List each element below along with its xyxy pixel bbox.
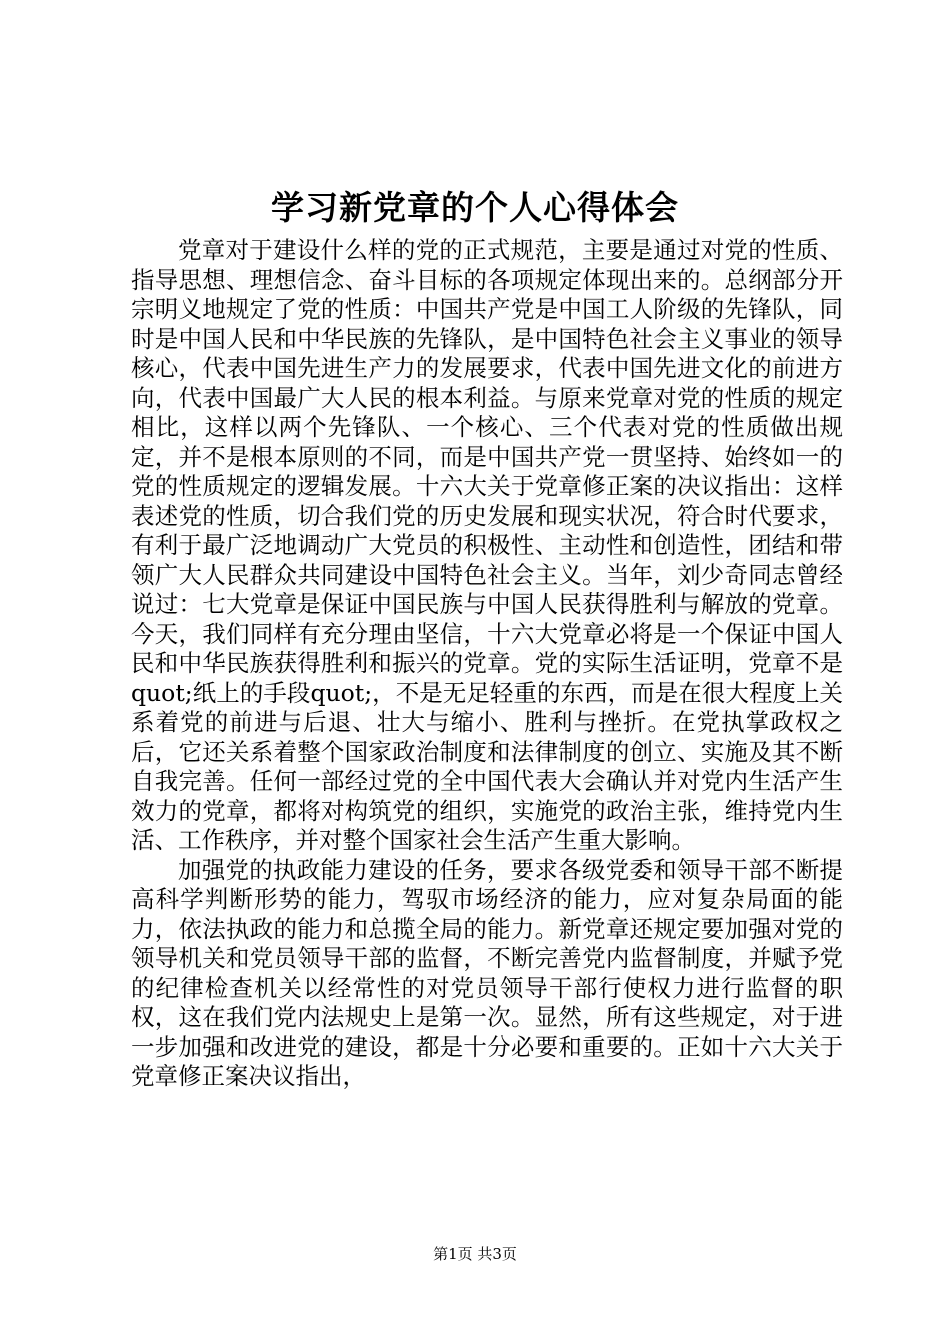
document-title: 学习新党章的个人心得体会 (271, 188, 679, 227)
page-number-footer: 第1页 共3页 (433, 1245, 517, 1263)
paragraph-2: 加强党的执政能力建设的任务，要求各级党委和领导干部不断提高科学判断形势的能力，驾驭市场经济的能力，应对复杂局面的能力，依法执政的能力和总揽全局的能力。新党章还规定要加强对党的领导机关和党员领导干部的监督，不断完善党内监督制度，并赋予党的纪律检查机关以经常性的对党员领导干部行使权力进行监督的职权，这在我们党内法规史上是第一次。显然，所有这些规定，对于进一步加强和改进党的建设，都是十分必要和重要的。正如十六大关于党章修正案决议指出， (131, 855, 843, 1090)
paragraph-1: 党章对于建设什么样的党的正式规范，主要是通过对党的性质、指导思想、理想信念、奋斗目标的各项规定体现出来的。总纲部分开宗明义地规定了党的性质：中国共产党是中国工人阶级的先锋队，同时是中国人民和中华民族的先锋队，是中国特色社会主义事业的领导核心，代表中国先进生产力的发展要求，代表中国先进文化的前进方向，代表中国最广大人民的根本利益。与原来党章对党的性质的规定相比，这样以两个先锋队、一个核心、三个代表对党的性质做出规定，并不是根本原则的不同，而是中国共产党一贯坚持、始终如一的党的性质规定的逻辑发展。十六大关于党章修正案的决议指出：这样表述党的性质，切合我们党的历史发展和现实状况，符合时代要求，有利于最广泛地调动广大党员的积极性、主动性和创造性，团结和带领广大人民群众共同建设中国特色社会主义。当年，刘少奇同志曾经说过：七大党章是保证中国民族与中国人民获得胜利与解放的党章。今天，我们同样有充分理由坚信，十六大党章必将是一个保证中国人民和中华民族获得胜利和振兴的党章。党的实际生活证明，党章不是quot;纸上的手段quot;，不是无足轻重的东西，而是在很大程度上关系着党的前进与后退、壮大与缩小、胜利与挫折。在党执掌政权之后，它还关系着整个国家政治制度和法律制度的创立、实施及其不断自我完善。任何一部经过党的全中国代表大会确认并对党内生活产生效力的党章，都将对构筑党的组织，实施党的政治主张，维持党内生活、工作秩序，并对整个国家社会生活产生重大影响。 (131, 236, 843, 854)
document-body (131, 236, 843, 1092)
